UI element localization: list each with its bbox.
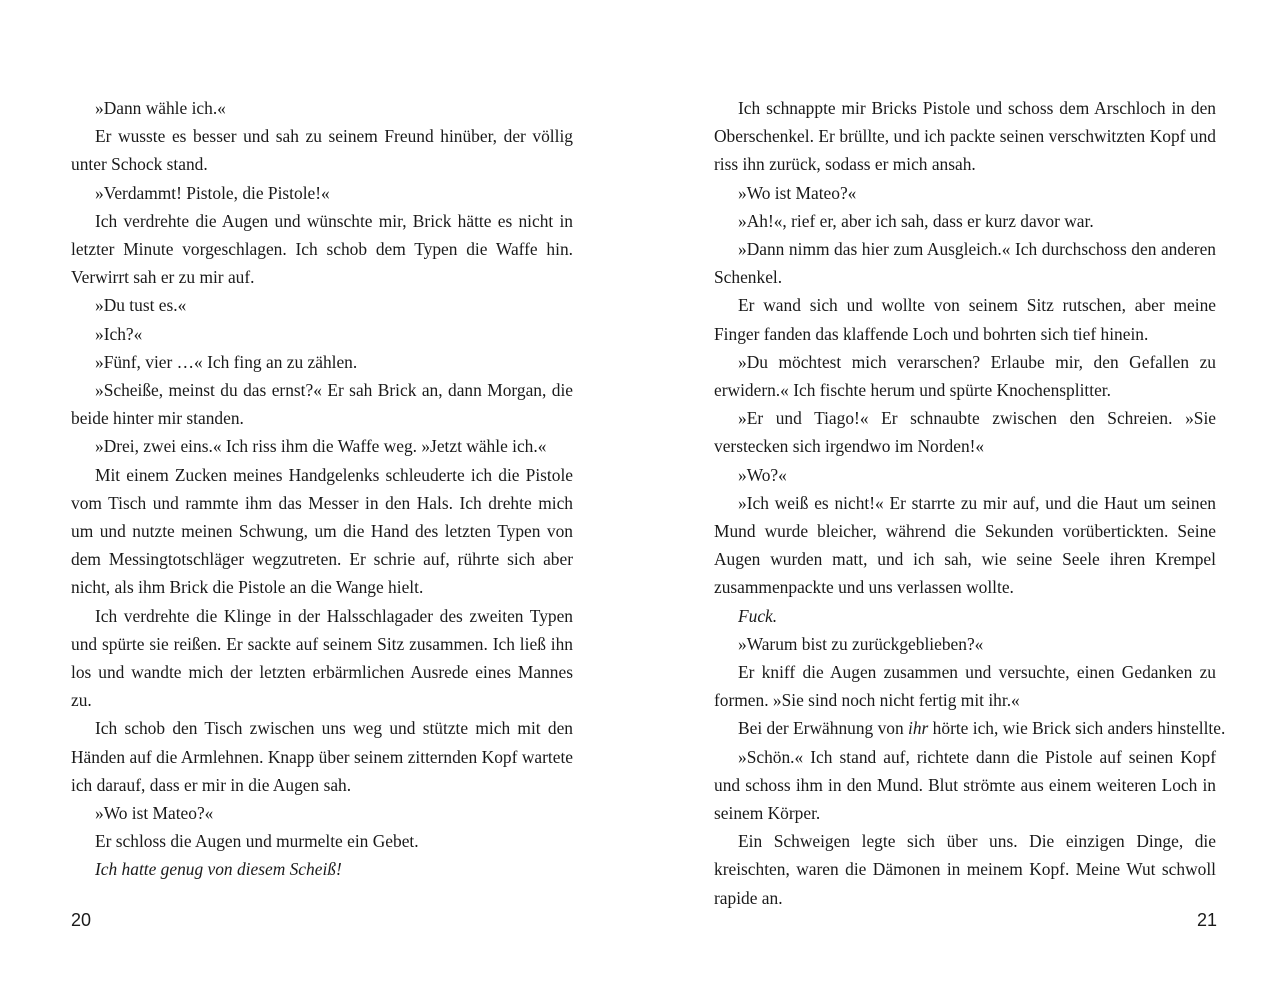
text-run: hörte ich, wie Brick sich anders hinstellte. <box>932 718 1226 739</box>
paragraph: Ein Schweigen legte sich über uns. Die einzigen Dinge, die kreischten, waren die Dämonen in meinem Kopf. Meine Wut schwoll rapide an. <box>714 831 1216 908</box>
paragraph: »Scheiße, meinst du das ernst?« Er sah Brick an, dann Morgan, die beide hinter mir standen. <box>71 380 573 429</box>
paragraph: Ich schob den Tisch zwischen uns weg und stützte mich mit den Händen auf die Armlehnen. Knapp über seinem zitternden Kopf wartete ich darauf, dass er mir in die Augen sah. <box>71 718 573 795</box>
paragraph: Er wand sich und wollte von seinem Sitz rutschen, aber meine Finger fanden das klaffende Loch und bohrten sich tief hinein. <box>714 295 1216 344</box>
italic-paragraph: Ich hatte genug von diesem Scheiß! <box>95 859 342 880</box>
paragraph: »Er und Tiago!« Er schnaubte zwischen den Schreien. »Sie verstecken sich irgendwo im Norden!« <box>714 408 1216 457</box>
paragraph: »Dann wähle ich.« <box>95 98 226 118</box>
italic-word: ihr <box>908 718 929 739</box>
paragraph: »Ah!«, rief er, aber ich sah, dass er kurz davor war. <box>738 210 1094 231</box>
paragraph: »Du tust es.« <box>95 295 187 316</box>
paragraph: »Schön.« Ich stand auf, richtete dann die Pistole auf seinen Kopf und schoss ihm in den Mund. Blut strömte aus einem weiteren Loch in seinem Körper. <box>714 746 1216 824</box>
paragraph: Er wusste es besser und sah zu seinem Freund hinüber, der völlig unter Schock stand. <box>71 126 573 175</box>
paragraph: »Ich weiß es nicht!« Er starrte zu mir auf, und die Haut um seinen Mund wurde bleicher, während die Sekunden vorübertickten. Seine Augen wurden matt, und ich sah, wie seine Seele ihren Krempel zusammenpackte und uns verlassen wollte. <box>714 492 1216 598</box>
paragraph: »Drei, zwei eins.« Ich riss ihm die Waffe weg. »Jetzt wähle ich.« <box>95 436 547 457</box>
right-page-text <box>714 94 1226 912</box>
paragraph: Mit einem Zucken meines Handgelenks schleuderte ich die Pistole vom Tisch und rammte ihm das Messer in den Hals. Ich drehte mich um und nutzte meinen Schwung, um die Hand des letzten Typen von dem Messingtotschläger wegzutreten. Er schrie auf, rührte sich aber nicht, als ihm Brick die Pistole an die Wange hielt. <box>71 464 573 598</box>
paragraph: »Fünf, vier …« Ich fing an zu zählen. <box>95 351 358 372</box>
paragraph: Er schloss die Augen und murmelte ein Gebet. <box>95 831 419 852</box>
paragraph: »Warum bist zu zurückgeblieben?« <box>738 633 984 654</box>
paragraph: »Du möchtest mich verarschen? Erlaube mir, den Gefallen zu erwidern.« Ich fischte herum und spürte Knochensplitter. <box>714 351 1216 401</box>
paragraph: »Wo ist Mateo?« <box>738 182 857 203</box>
page-number-right: 21 <box>1197 910 1218 930</box>
italic-paragraph: Fuck. <box>738 605 778 626</box>
paragraph: »Wo ist Mateo?« <box>95 803 214 824</box>
paragraph: Er kniff die Augen zusammen und versuchte, einen Gedanken zu formen. »Sie sind noch nicht fertig mit ihr.« <box>714 662 1216 711</box>
paragraph: Ich verdrehte die Klinge in der Halsschlagader des zweiten Typen und spürte sie reißen. Er sackte auf seinem Sitz zusammen. Ich ließ ihn los und wandte mich der letzten erbärmlichen Ausrede eines Mannes zu. <box>71 605 573 711</box>
page-number-left: 20 <box>71 910 92 930</box>
left-page-text <box>71 94 573 884</box>
paragraph: »Dann nimm das hier zum Ausgleich.« Ich durchschoss den anderen Schenkel. <box>714 239 1216 288</box>
paragraph: Ich verdrehte die Augen und wünschte mir, Brick hätte es nicht in letzter Minute vorgeschlagen. Ich schob dem Typen die Waffe hin. Verwirrt sah er zu mir auf. <box>71 210 573 288</box>
paragraph: »Ich?« <box>95 323 143 344</box>
text-run: Bei der Erwähnung von <box>738 718 904 739</box>
paragraph: »Wo?« <box>738 464 787 485</box>
paragraph <box>714 714 1226 742</box>
paragraph: Ich schnappte mir Bricks Pistole und schoss dem Arschloch in den Oberschenkel. Er brüllte, und ich packte seinen verschwitzten Kopf und riss ihn zurück, sodass er mich ansah. <box>714 98 1216 175</box>
paragraph: »Verdammt! Pistole, die Pistole!« <box>95 182 330 203</box>
